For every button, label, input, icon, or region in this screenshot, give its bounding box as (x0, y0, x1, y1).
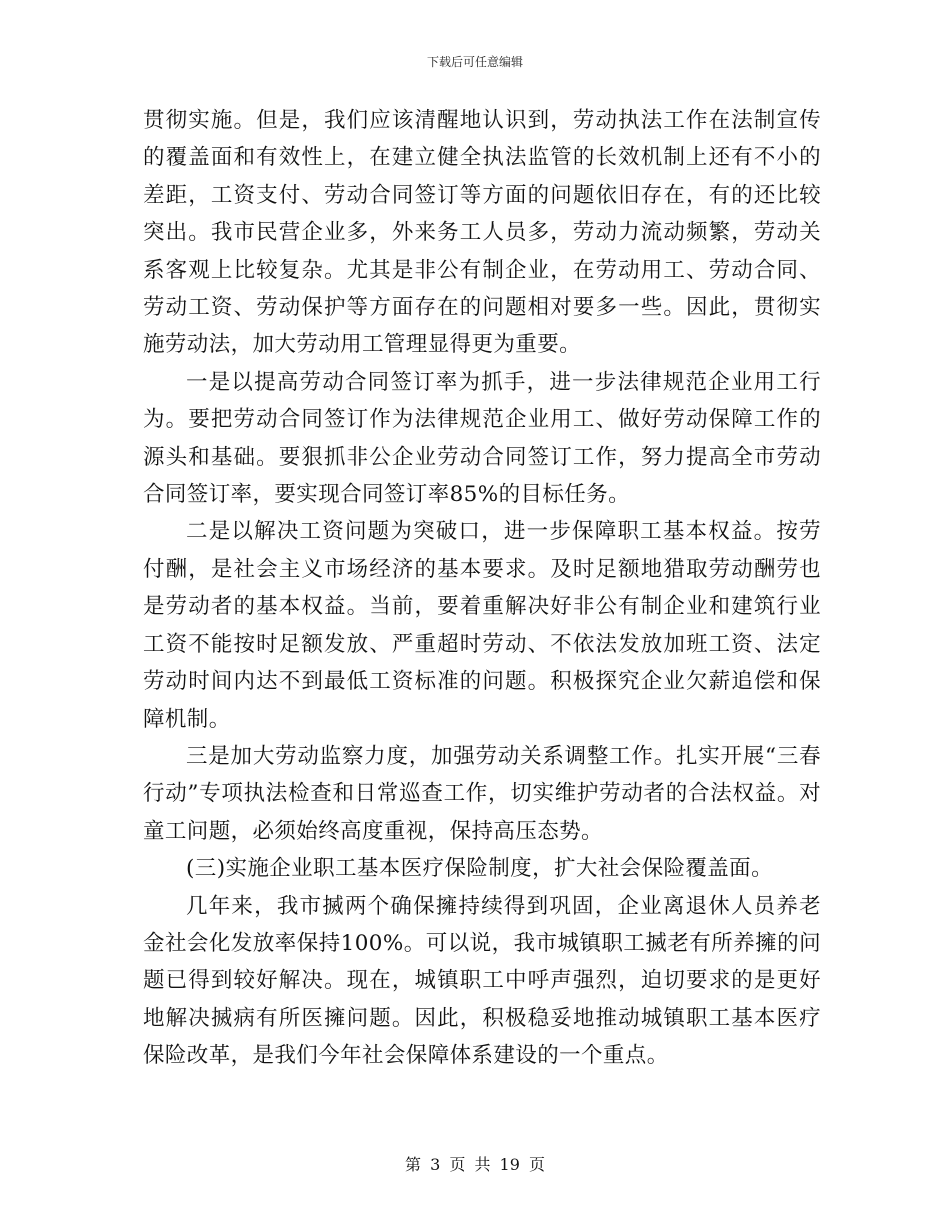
page-number-footer: 第 3 页 共 19 页 (405, 1155, 545, 1174)
paragraph-1: 贯彻实施。但是，我们应该清醒地认识到，劳动执法工作在法制宣传的覆盖面和有效性上，在建立健全执法监管的长效机制上还有不小的差距，工资支付、劳动合同签订等方面的问题依旧存在，有的还比较突出。我市民营企业多，外来务工人员多，劳动力流动频繁，劳动关系客观上比较复杂。尤其是非公有制企业，在劳动用工、劳动合同、劳动工资、劳动保护等方面存在的问题相对要多一些。因此，贯彻实施劳动法，加大劳动用工管理显得更为重要。 (143, 108, 821, 358)
section-heading: (三)实施企业职工基本医疗保险制度，扩大社会保险覆盖面。 (186, 856, 773, 882)
paragraph-2: 一是以提高劳动合同签订率为抓手，进一步法律规范企业用工行为。要把劳动合同签订作为法律规范企业用工、做好劳动保障工作的源头和基础。要狠抓非公企业劳动合同签订工作，努力提高全市劳动合同签订率，要实现合同签订率85%的目标任务。 (143, 369, 821, 508)
document-body (143, 102, 821, 1075)
paragraph-3: 二是以解决工资问题为突破口，进一步保障职工基本权益。按劳付酬，是社会主义市场经济的基本要求。及时足额地猎取劳动酬劳也是劳动者的基本权益。当前，要着重解决好非公有制企业和建筑行业工资不能按时足额发放、严重超时劳动、不依法发放加班工资、法定劳动时间内达不到最低工资标准的问题。积极探究企业欠薪追偿和保障机制。 (143, 519, 821, 732)
page-header: 下载后可任意编辑 (426, 55, 523, 69)
paragraph-4: 三是加大劳动监察力度，加强劳动关系调整工作。扎实开展“三春行动”专项执法检查和日常巡查工作，切实维护劳动者的合法权益。对童工问题，必须始终高度重视，保持高压态势。 (143, 743, 821, 844)
paragraph-5: 几年来，我市搣两个确保擁持续得到巩固，企业离退休人员养老金社会化发放率保持100%。可以说，我市城镇职工搣老有所养擁的问题已得到较好解决。现在，城镇职工中呼声强烈，迫切要求的是更好地解决搣病有所医擁问题。因此，积极稳妥地推动城镇职工基本医疗保险改革，是我们今年社会保障体系建设的一个重点。 (143, 893, 821, 1069)
